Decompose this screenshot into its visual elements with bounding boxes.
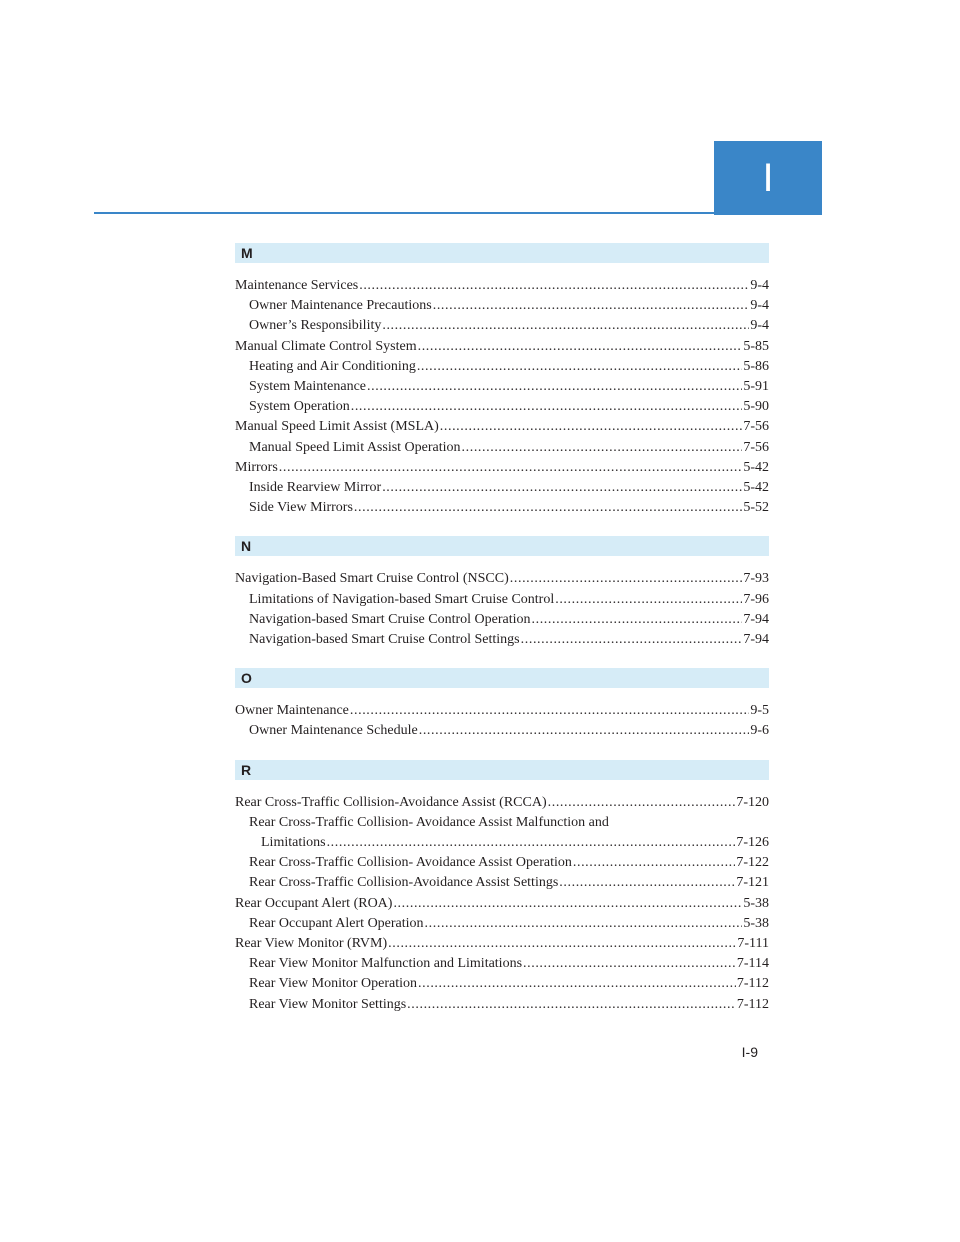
- index-subentry: Side View Mirrors ..... 5-52: [235, 498, 769, 518]
- index-subentry: Rear Cross-Traffic Collision-Avoidance Assist Settings ..... 7-121: [235, 873, 769, 893]
- index-subentry: System Operation ..... 5-90: [235, 397, 769, 417]
- page-number: I-9: [741, 1044, 758, 1060]
- index-section-n: [235, 536, 769, 650]
- index-subentry-continuation: Limitations ..... 7-126: [235, 833, 769, 853]
- index-subentry: Navigation-based Smart Cruise Control Settings ..... 7-94: [235, 630, 769, 650]
- chapter-tab-letter: I: [762, 155, 774, 200]
- index-subentry: Rear View Monitor Settings ..... 7-112: [235, 995, 769, 1015]
- index-subentry: Rear View Monitor Operation ..... 7-112: [235, 974, 769, 994]
- index-subentry: System Maintenance ..... 5-91: [235, 377, 769, 397]
- section-heading-m: M: [235, 243, 769, 263]
- index-subentry: Owner’s Responsibility ..... 9-4: [235, 316, 769, 336]
- index-subentry: Limitations of Navigation-based Smart Cruise Control ..... 7-96: [235, 590, 769, 610]
- index-entry: Rear Occupant Alert (ROA) ..... 5-38: [235, 894, 769, 914]
- index-entry: Navigation-Based Smart Cruise Control (NSCC) ..... 7-93: [235, 569, 769, 589]
- chapter-tab: [714, 141, 822, 215]
- index-subentry: Owner Maintenance Precautions ..... 9-4: [235, 296, 769, 316]
- index-section-r: [235, 760, 769, 1015]
- index-section-o: [235, 668, 769, 741]
- index-list: [235, 243, 769, 1033]
- index-subentry: Rear Cross-Traffic Collision- Avoidance Assist Operation ..... 7-122: [235, 853, 769, 873]
- index-subentry: Rear View Monitor Malfunction and Limitations ..... 7-114: [235, 954, 769, 974]
- index-entry: Rear Cross-Traffic Collision-Avoidance Assist (RCCA) ..... 7-120: [235, 793, 769, 813]
- index-subentry: Heating and Air Conditioning ..... 5-86: [235, 357, 769, 377]
- index-entry: Mirrors ..... 5-42: [235, 458, 769, 478]
- index-subentry: Rear Occupant Alert Operation ..... 5-38: [235, 914, 769, 934]
- section-heading-o: O: [235, 668, 769, 688]
- index-section-m: [235, 243, 769, 518]
- index-entry: Owner Maintenance ..... 9-5: [235, 701, 769, 721]
- index-subentry: Inside Rearview Mirror ..... 5-42: [235, 478, 769, 498]
- header-rule: [94, 212, 714, 214]
- index-entry: Manual Climate Control System ..... 5-85: [235, 337, 769, 357]
- index-entry: Rear View Monitor (RVM) ..... 7-111: [235, 934, 769, 954]
- index-subentry: Owner Maintenance Schedule ..... 9-6: [235, 721, 769, 741]
- index-entry: Maintenance Services ..... 9-4: [235, 276, 769, 296]
- index-subentry-wrapped: Rear Cross-Traffic Collision- Avoidance Assist Malfunction and: [249, 814, 609, 830]
- index-entry: Manual Speed Limit Assist (MSLA) ..... 7-56: [235, 417, 769, 437]
- section-heading-n: N: [235, 536, 769, 556]
- index-subentry: Manual Speed Limit Assist Operation ..... 7-56: [235, 438, 769, 458]
- index-subentry: Navigation-based Smart Cruise Control Operation ..... 7-94: [235, 610, 769, 630]
- section-heading-r: R: [235, 760, 769, 780]
